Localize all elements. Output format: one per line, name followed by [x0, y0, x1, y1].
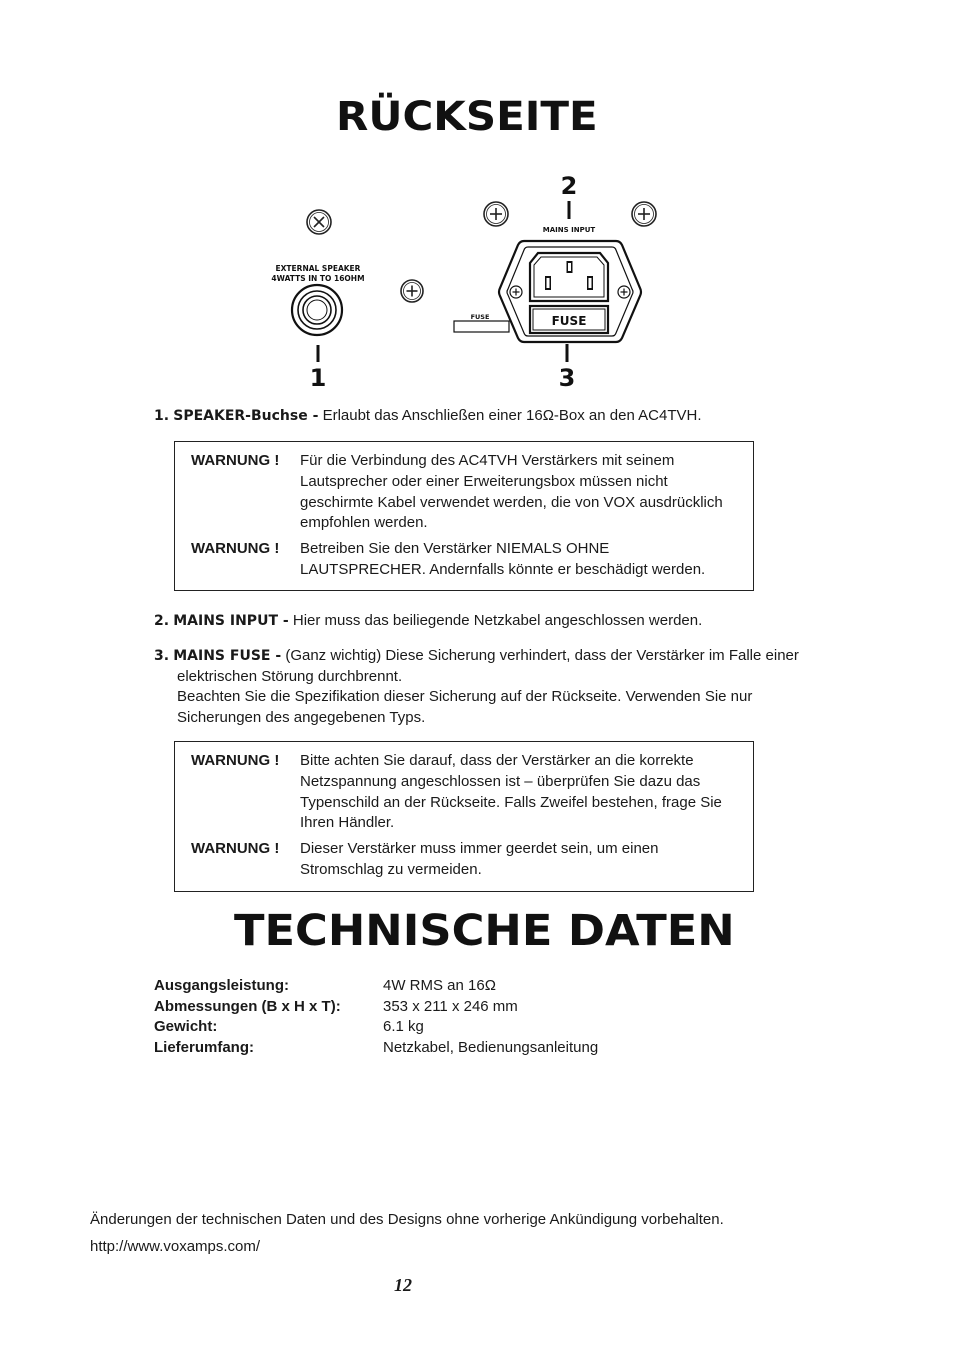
spec-value: 6.1 kg [383, 1018, 424, 1036]
list-item-mains-fuse [154, 646, 834, 728]
speaker-label-line1: EXTERNAL SPEAKER [275, 264, 361, 273]
plus-screw-icon [401, 280, 423, 302]
speaker-label-line2: 4WATTS IN TO 16OHM [271, 274, 365, 283]
warning-row [191, 839, 739, 881]
warning-row [191, 539, 739, 581]
warning-text: Bitte achten Sie darauf, dass der Verstärker an die korrekte Netzspannung angeschlossen ist – überprüfen Sie dazu das Typenschild an der Rückseite. Falls Zweifel bestehen, frage Sie Ihren Händler. [300, 752, 722, 832]
spec-row [154, 976, 598, 997]
spec-row [154, 997, 598, 1018]
list-item-speaker [154, 406, 834, 427]
spec-row [154, 1017, 598, 1038]
spec-label: Abmessungen (B x H x T): [154, 997, 341, 1015]
warning-label: WARNUNG ! [191, 752, 280, 769]
x-screw-icon [307, 210, 331, 234]
page-number: 12 [394, 1275, 412, 1295]
warning-row [191, 451, 739, 534]
warning-label: WARNUNG ! [191, 452, 280, 469]
warning-box [174, 441, 754, 591]
spec-label: Gewicht: [154, 1018, 218, 1036]
spec-label: Ausgangsleistung: [154, 977, 290, 994]
warning-label: WARNUNG ! [191, 840, 280, 858]
spec-value: 4W RMS an 16Ω [383, 977, 496, 994]
item-text-2: Beachten Sie die Spezifikation dieser Sicherung auf der Rückseite. Verwenden Sie nur Sicherungen des angegebenen Typs. [177, 688, 753, 726]
item-number: 1. [154, 408, 170, 424]
plus-screw-icon [632, 202, 656, 226]
fuse-box-label: FUSE [551, 314, 587, 328]
plus-screw-icon [484, 202, 508, 226]
callout-1: 1 [309, 364, 327, 392]
rear-panel-diagram [250, 168, 670, 394]
callout-2: 2 [560, 172, 578, 200]
warning-text: Dieser Verstärker muss immer geerdet sein, um einen Stromschlag zu vermeiden. [300, 840, 659, 878]
item-label: MAINS FUSE - [173, 648, 282, 664]
spec-row [154, 1038, 598, 1059]
warning-row [191, 751, 739, 834]
mains-input-label: MAINS INPUT [542, 226, 596, 234]
item-label: MAINS INPUT - [173, 613, 289, 629]
warning-box [174, 741, 754, 892]
item-label: SPEAKER-Buchse - [173, 408, 319, 424]
spec-value: Netzkabel, Bedienungsanleitung [383, 1039, 599, 1057]
callout-3: 3 [558, 364, 576, 392]
item-text: Hier muss das beiliegende Netzkabel angeschlossen werden. [288, 612, 703, 629]
item-number: 3. [154, 648, 170, 664]
warning-label: WARNUNG ! [191, 540, 280, 558]
item-text: (Ganz wichtig) Diese Sicherung verhindert, dass der Verstärker im Falle einer elektrischen Störung durchbrennt. [177, 647, 799, 685]
warning-text: Betreiben Sie den Verstärker NIEMALS OHNE LAUTSPRECHER. Andernfalls könnte er beschädigt werden. [300, 540, 706, 578]
spec-value: 353 x 211 x 246 mm [383, 997, 518, 1015]
specs-table [154, 976, 598, 1059]
warning-text: Für die Verbindung des AC4TVH Verstärkers mit seinem Lautsprecher oder einer Erweiterungsbox müssen nicht geschirmte Kabel verwendet werden, die von VOX ausdrücklich empfohlen werden. [300, 452, 723, 532]
item-text: Erlaubt das Anschließen einer 16Ω-Box an den AC4TVH. [318, 407, 702, 424]
footer-notice: Änderungen der technischen Daten und des Designs ohne vorherige Ankündigung vorbehalten. [90, 1211, 724, 1228]
spec-label: Lieferumfang: [154, 1039, 255, 1057]
fuse-label-box [454, 321, 509, 332]
speaker-jack-icon [292, 285, 342, 335]
list-item-mains-input [154, 611, 834, 632]
page-title: RÜCKSEITE [336, 94, 598, 140]
fuse-label: FUSE [470, 313, 490, 321]
footer-url[interactable]: http://www.voxamps.com/ [90, 1238, 261, 1255]
item-number: 2. [154, 613, 170, 629]
specs-title: TECHNISCHE DATEN [234, 906, 735, 956]
